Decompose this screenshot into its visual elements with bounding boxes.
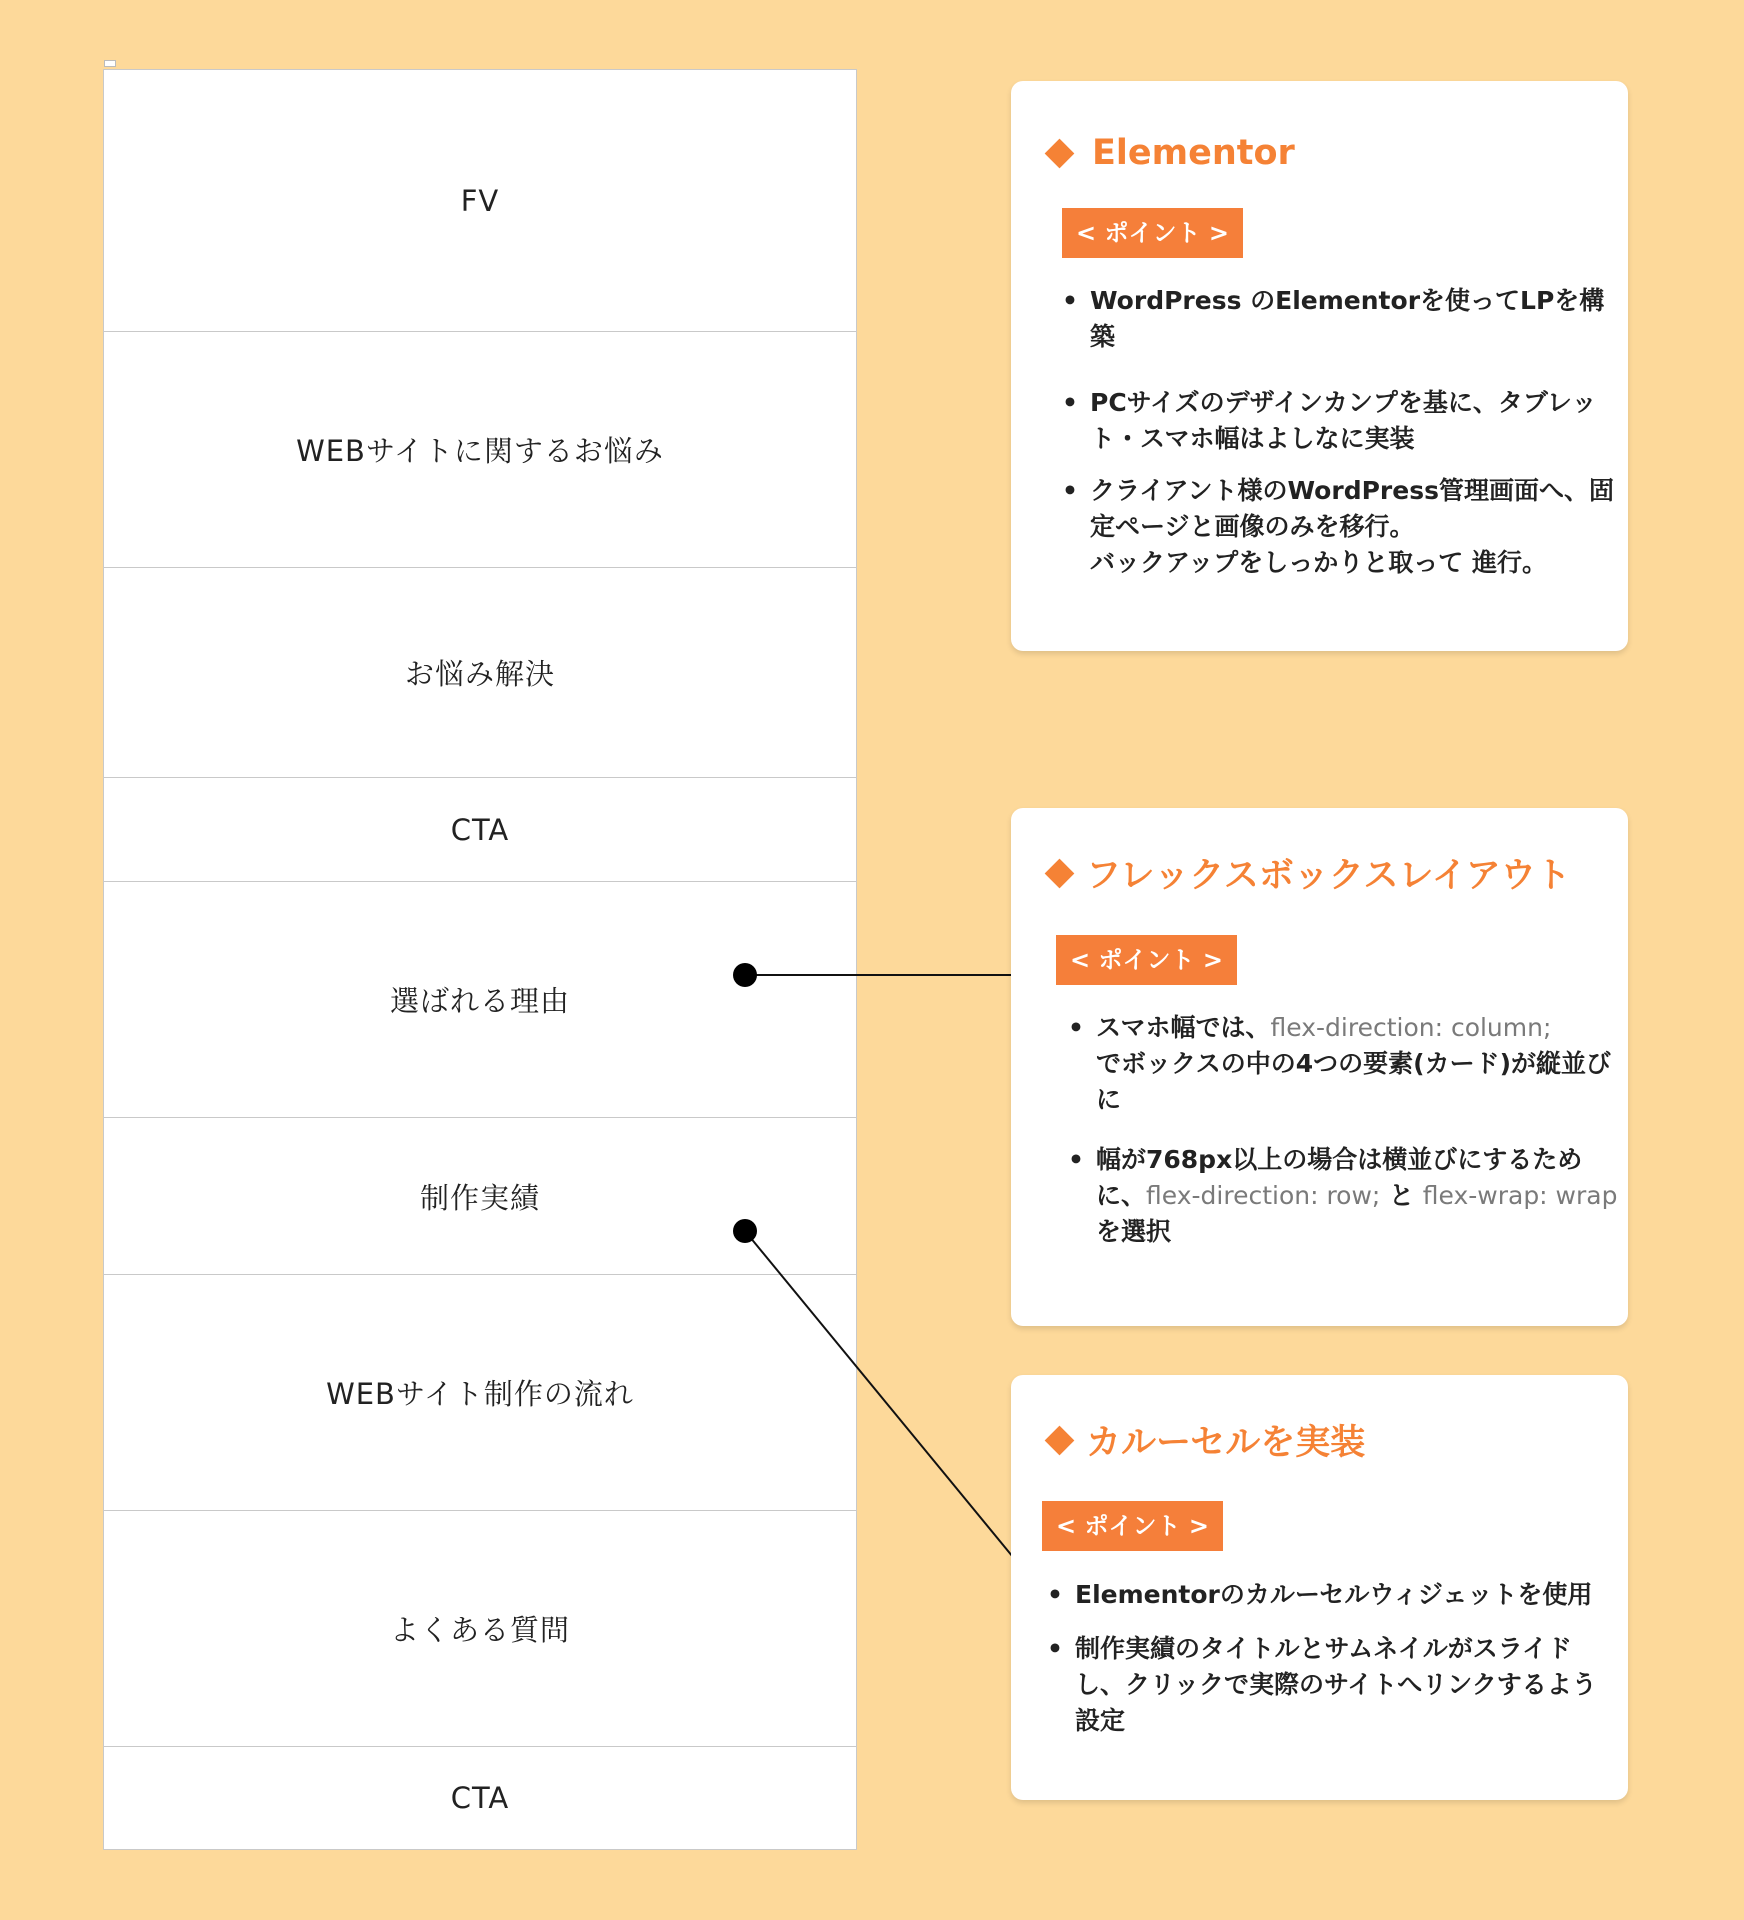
connector-carousel <box>745 1231 1022 1568</box>
diamond-icon <box>1045 138 1075 168</box>
card-title-text: Elementor <box>1092 133 1295 173</box>
card-flexbox <box>1011 808 1628 1326</box>
diamond-icon <box>1045 1425 1075 1455</box>
code-snippet: flex-direction: column; <box>1270 1013 1552 1042</box>
point-list <box>1068 1010 1623 1250</box>
card-carousel <box>1011 1375 1628 1800</box>
card-title <box>1043 843 1571 903</box>
section-label: CTA <box>450 812 510 847</box>
list-item: • Elementorのカルーセルウィジェットを使用 <box>1047 1577 1607 1613</box>
card-title-text: カルーセルを実装 <box>1086 1423 1366 1463</box>
card-title <box>1043 1410 1365 1470</box>
code-snippet: flex-wrap: wrap <box>1422 1181 1618 1210</box>
point-badge: < ポイント > <box>1042 1501 1223 1551</box>
card-elementor <box>1011 81 1628 651</box>
point-list <box>1047 1577 1607 1739</box>
section-label: お悩み解決 <box>404 657 555 691</box>
section-label: WEBサイト制作の流れ <box>326 1377 634 1411</box>
point-list <box>1062 283 1622 581</box>
card-title <box>1043 123 1295 183</box>
point-badge: < ポイント > <box>1062 208 1243 258</box>
connector-dot-reasons <box>733 963 757 987</box>
card-title-text: フレックスボックスレイアウト <box>1086 856 1571 896</box>
code-snippet: flex-direction: row; <box>1146 1181 1381 1210</box>
point-badge: < ポイント > <box>1056 935 1237 985</box>
connector-dot-works <box>733 1219 757 1243</box>
list-item: • スマホ幅では、flex-direction: column; でボックスの中の4つの要素(カード)が縦並びに <box>1068 1010 1623 1118</box>
diamond-icon <box>1045 858 1075 888</box>
section-label: WEBサイトに関するお悩み <box>296 434 664 468</box>
section-label: 制作実績 <box>419 1180 540 1215</box>
list-item: • クライアント様のWordPress管理画面へ、固定ページと画像のみを移行。 バックアップをしっかりと取って 進行。 <box>1062 473 1622 581</box>
list-item: • WordPress のElementorを使ってLPを構築 <box>1062 283 1622 355</box>
section-label: よくある質問 <box>389 1613 570 1647</box>
section-label: 選ばれる理由 <box>389 984 570 1018</box>
section-label: FV <box>460 183 500 218</box>
list-item: • 制作実績のタイトルとサムネイルがスライドし、クリックで実際のサイトへリンクするよう設定 <box>1047 1631 1607 1739</box>
list-item: • PCサイズのデザインカンプを基に、タブレット・スマホ幅はよしなに実装 <box>1062 385 1622 457</box>
list-item: • 幅が768px以上の場合は横並びにするために、flex-direction: row; と flex-wrap: wrap を選択 <box>1068 1142 1623 1250</box>
section-label: CTA <box>450 1781 510 1815</box>
